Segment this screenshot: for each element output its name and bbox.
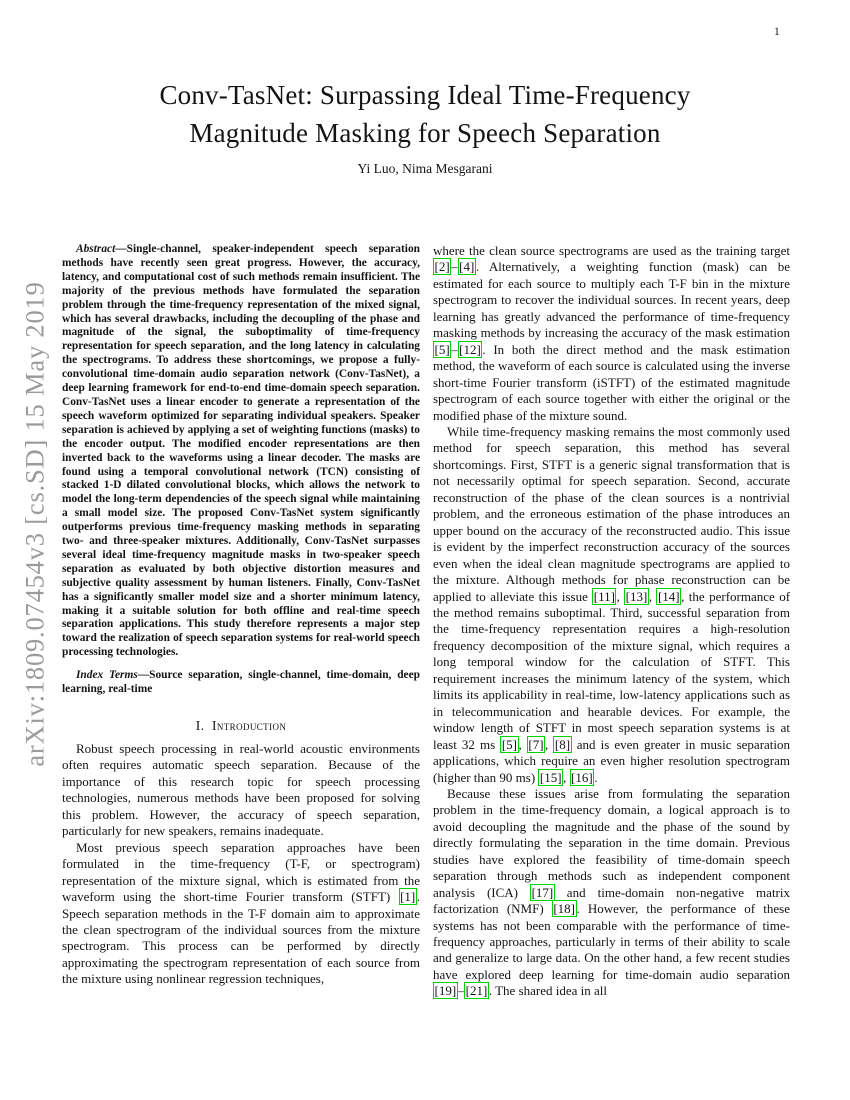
intro-paragraph-3: where the clean source spectrograms are used as the training target [2] – [4] . Alternatively, a weighting function (mask) can be estimated for each source to multiply each T-F bin in the mixture spectrogram to recover the individual sources. In recent years, deep learning has greatly advanced the performance of time-frequency masking methods by increasing the accuracy of the mask estimation [5] – [12] . In both the direct method and the mask estimation method, the waveform of each source is calculated using the inverse short-time Fourier transform (iSTFT) of the estimated magnitude spectrogram of each source together with either the original or the modified phase of the mixture sound. [433,243,790,423]
right-column [433,243,790,1000]
citation-link[interactable]: [15] [539,769,562,785]
citation-link[interactable]: [4] [459,259,475,275]
section-heading-introduction [62,718,420,734]
section-number: I. [195,718,205,733]
citation-link[interactable]: [13] [625,588,648,604]
intro-paragraph-4: While time-frequency masking remains the most commonly used method for speech separation, this method has several shortcomings. First, STFT is a generic signal transformation that is not necessarily optimal for speech separation. Second, accurate reconstruction of the phase of the clean sources is a nontrivial problem, and the erroneous estimation of the phase introduces an upper bound on the accuracy of the reconstructed audio. This issue is evident by the imperfect reconstruction accuracy of the sources even when the ideal clean magnitude spectrograms are applied to the mixture. Although methods for phase reconstruction can be applied to alleviate this issue [11] , [13] , [14] , the performance of the method remains suboptimal. Third, successful separation from the time-frequency representation requires a high-resolution frequency decomposition of the mixture signal, which requires a long temporal window for the calculation of STFT. This requirement increases the minimum latency of the system, which limits its applicability in real-time, low-latency applications such as in telecommunication and hearable devices. For example, the window length of STFT in most speech separation systems is at least 32 ms [5] , [7] , [8] and is even greater in music separation applications, which require an even higher resolution spectrogram (higher than 90 ms) [15] , [16] . [433,423,791,785]
citation-link[interactable]: [16] [571,769,593,785]
citation-link[interactable]: [11] [593,588,615,604]
citation-link[interactable]: [12] [459,341,481,357]
citation-link[interactable]: [8] [554,736,571,752]
index-terms-body: —Source separation, single-channel, time-domain, deep learning, real-time [62,669,420,696]
left-column [62,243,420,988]
citation-link[interactable]: [19] [434,983,457,999]
citation-link[interactable]: [1] [400,889,416,905]
intro-paragraph-2: Most previous speech separation approaches have been formulated in the time-frequency (T-F, or spectrogram) representation of the mixture signal, which is estimated from the waveform using the short-time Fourier transform (STFT) [1] . Speech separation methods in the T-F domain aim to approximate the clean spectrogram of the individual sources from the mixture spectrogram. This process can be performed by directly approximating the spectrogram representation of each source from the mixture using nonlinear regression techniques, [62,839,420,987]
citation-link[interactable]: [17] [531,884,554,900]
citation-link[interactable]: [5] [501,736,517,752]
page-number: 1 [774,26,780,38]
abstract-label: Abstract [76,243,116,255]
abstract-body: —Single-channel, speaker-independent speech separation methods have recently seen great progress. However, the accuracy, latency, and computational cost of such methods remain insufficient. The majority of the previous methods have formulated the separation problem through the time-frequency representation of the mixed signal, which has several drawbacks, including the decoupling of the phase and magnitude of the signal, the suboptimality of time-frequency representation for speech separation, and the long latency in calculating the spectrograms. To address these shortcomings, we propose a fully-convolutional time-domain audio separation network (Conv-TasNet), a deep learning framework for end-to-end time-domain speech separation. Conv-TasNet uses a linear encoder to generate a representation of the speech waveform optimized for separating individual speakers. Speaker separation is achieved by applying a set of weighting functions (masks) to the encoder output. The modified encoder representations are then inverted back to the waveforms using a linear decoder. The masks are found using a temporal convolutional network (TCN) consisting of stacked 1-D dilated convolutional blocks, which allows the network to model the long-term dependencies of the speech signal while maintaining a small model size. The proposed Conv-TasNet system significantly outperforms previous time-frequency masking methods in separating two- and three-speaker mixtures. Additionally, Conv-TasNet surpasses several ideal time-frequency magnitude masks in two-speaker speech separation as evaluated by both objective distortion measures and subjective quality assessment by human listeners. Finally, Conv-TasNet has a significantly smaller model size and a shorter minimum latency, making it a suitable solution for both offline and real-time speech separation applications. This study therefore represents a major step toward the realization of speech separation systems for real-world speech processing technologies. [62,243,420,659]
arxiv-watermark: arXiv:1809.07454v3 [cs.SD] 15 May 2019 [19,281,50,767]
paper-authors: Yi Luo, Nima Mesgarani [357,161,493,176]
intro-paragraph-5: Because these issues arise from formulating the separation problem in the time-frequency domain, a logical approach is to avoid decoupling the magnitude and the phase of the sound by directly formulating the separation in the time domain. Previous studies have explored the feasibility of time-domain speech separation through methods such as independent component analysis (ICA) [17] and time-domain non-negative matrix factorization (NMF) [18] . However, the performance of these systems has not been comparable with the performance of time-frequency approaches, particularly in terms of their ability to scale and generalize to large data. On the other hand, a few recent studies have explored deep learning for time-domain audio separation [19] – [21] . The shared idea in all [433,785,790,999]
citation-link[interactable]: [18] [553,901,575,917]
citation-link[interactable]: [21] [465,983,488,999]
citation-link[interactable]: [7] [528,736,544,752]
abstract [62,243,420,660]
section-title: Introduction [211,718,287,733]
citation-link[interactable]: [14] [657,588,680,604]
index-terms-label: Index Terms [76,669,138,682]
index-terms [62,669,420,697]
citation-link[interactable]: [5] [434,341,450,357]
citation-link[interactable]: [2] [434,259,450,275]
intro-paragraph-1: Robust speech processing in real-world acoustic environments often requires automatic speech separation. Because of the importance of this research topic for speech processing technologies, numerous methods have been proposed for solving this problem. However, the accuracy of speech separation, particularly for new speakers, remains inadequate. [62,741,420,839]
paper-title: Conv-TasNet: Surpassing Ideal Time-Frequency Magnitude Masking for Speech Separation [159,80,691,148]
